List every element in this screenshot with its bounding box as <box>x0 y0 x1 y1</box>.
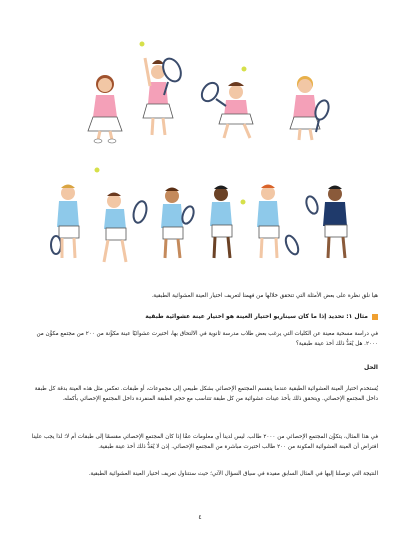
example-title-text: مثال ١: تحديد إذا ما كان سيناريو اختيار العينة هو اختيار عينة عشوائية طبقية <box>145 313 368 320</box>
boy-player-1 <box>51 185 79 259</box>
page-number: ٤ <box>198 514 202 521</box>
boy-player-5 <box>257 185 301 259</box>
solution-paragraph-2: في هذا المثال، يتكوَّن المجتمع الإحصائي من ٢٠٠٠ طالب. ليس لدينا أي معلومات عمَّا إذا كان المجتمع الإحصائي مقسمًا إلى طبقات أم لا؛ لذا يجب علينا افتراض أن العينة العشوائية المكونة من ٢٠٠ طالب اختيرت مباشرة من المجتمع الإحصائي. إذن لا يُعَدُّ ذلك أخذ عينة طبقية. <box>31 434 378 450</box>
solution-paragraph-3: النتيجة التي توصلنا إليها في المثال السابق مفيدة في سياق السؤال الآتي؛ حيث سنتناول تعريف اختيار العينة العشوائية الطبقية. <box>88 471 378 477</box>
question-paragraph: في دراسة مسحية معينة عن الكليات التي يرغب بعض طلاب مدرسة ثانوية في الالتحاق بها، اختيرت عشوائيًا عينة مكوَّنة من ٢٠٠ من مجتمع مكوَّن من ٢٠٠٠. هل يُعَدُّ ذلك أخذ عينة طبقية؟ <box>36 331 378 347</box>
boys-tennis-group <box>51 168 347 263</box>
boy-player-2 <box>95 168 149 263</box>
boy-player-4 <box>210 186 246 259</box>
intro-paragraph: هيا نلق نظرة على بعض الأمثلة التي تتحقق خلالها من فهمنا لتعريف اختيار العينة العشوائية الطبقية. <box>151 293 378 299</box>
girl-player-4 <box>290 76 331 140</box>
example-title <box>22 313 378 320</box>
girls-tennis-group <box>88 42 331 144</box>
solution-heading: الحل <box>364 364 378 371</box>
solution-paragraph-1: يُستخدم اختيار العينة العشوائية الطبقية عندما ينقسم المجتمع الإحصائي بشكل طبيعي إلى مجموعات، أو طبقات. تعكس مثل هذه العينة بدقة كل طبقة داخل المجتمع الإحصائي. ويتحقق ذلك بأخذ عينات عشوائية من كل طبقة تتناسب مع حجم الطبقة المنفردة داخل المجتمع الإحصائي بأكمله. <box>34 386 378 402</box>
girl-player-1 <box>88 75 122 143</box>
boy-player-3 <box>161 188 196 259</box>
girl-player-3 <box>199 67 253 139</box>
girl-player-2 <box>140 42 185 136</box>
bullet-square-icon <box>372 314 378 320</box>
boy-player-6 <box>304 186 347 259</box>
